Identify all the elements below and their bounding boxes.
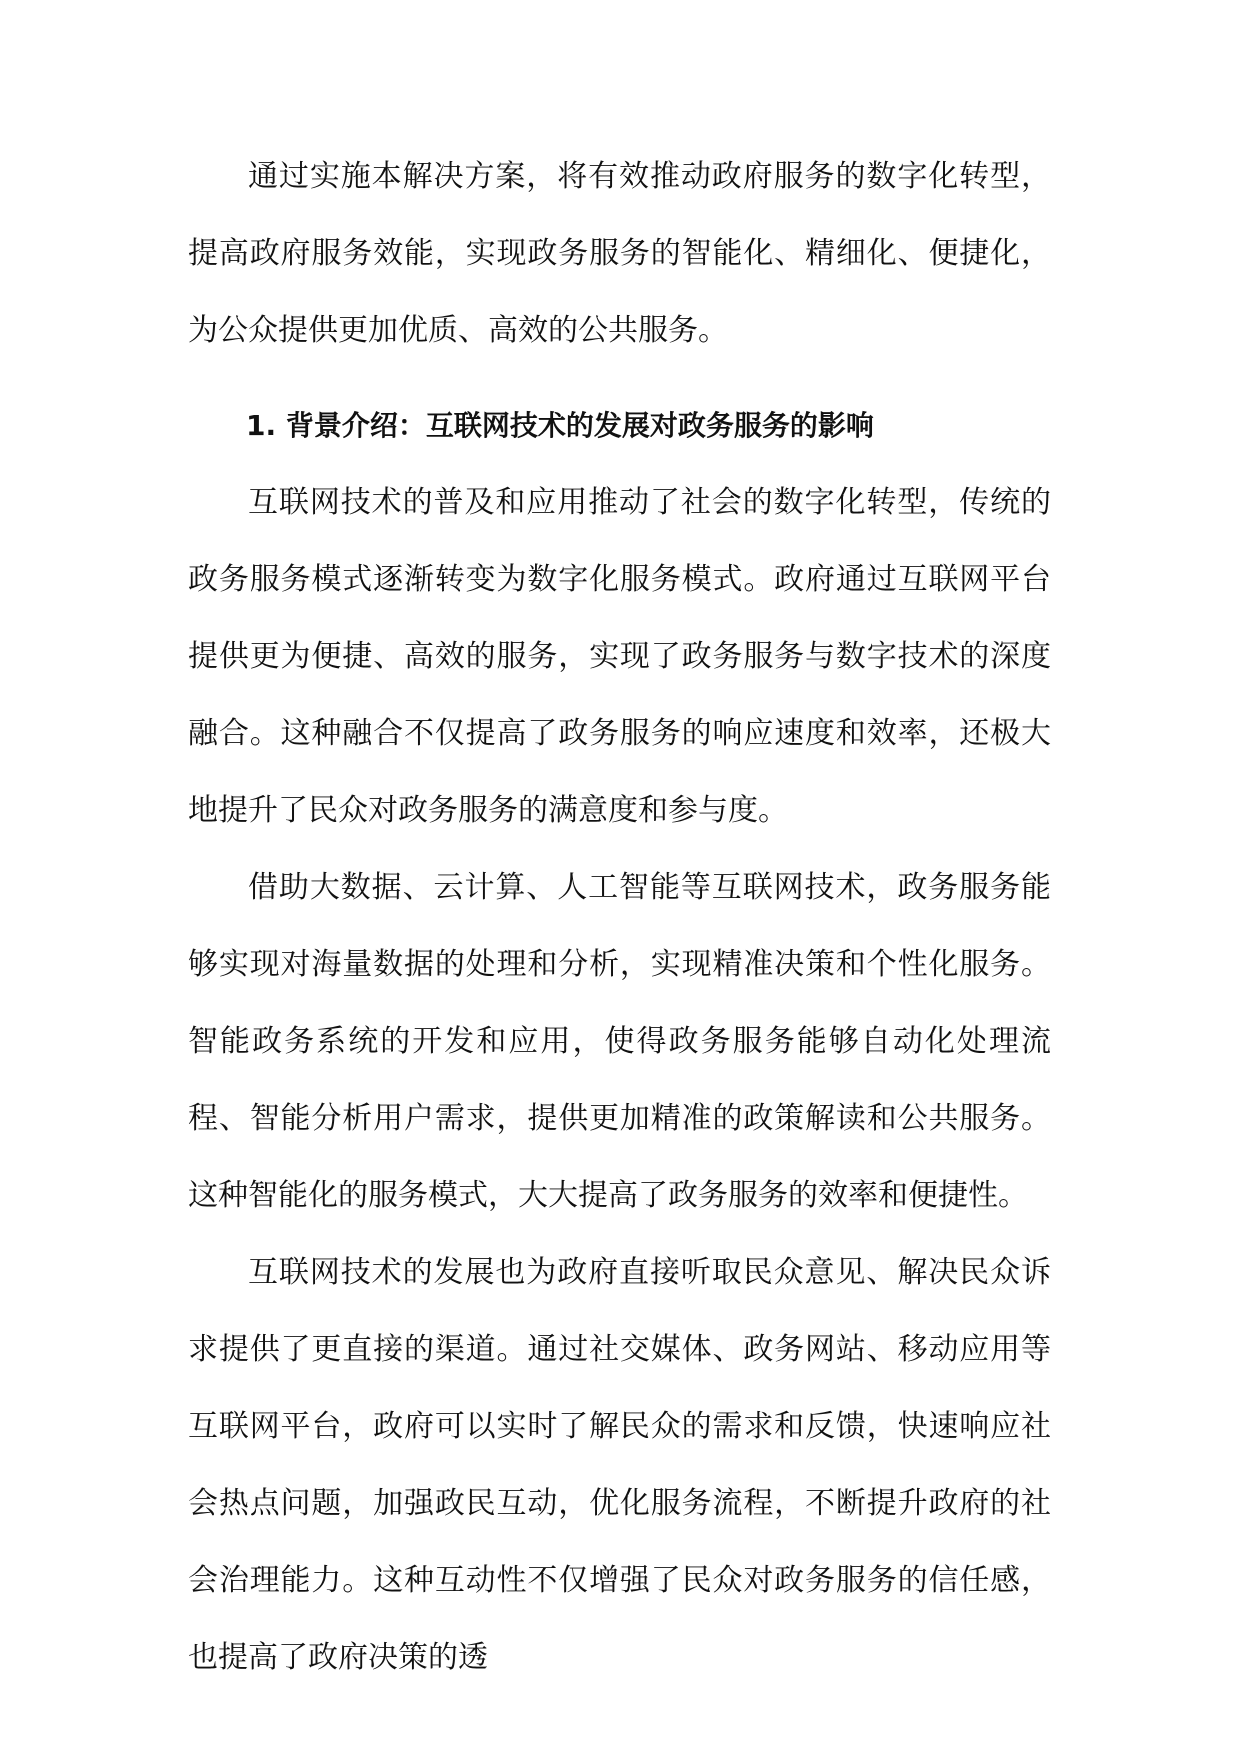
body-paragraph-1: 互联网技术的普及和应用推动了社会的数字化转型，传统的政务服务模式逐渐转变为数字化服务模式。政府通过互联网平台提供更为便捷、高效的服务，实现了政务服务与数字技术的深度融合。这种融合不仅提高了政务服务的响应速度和效率，还极大地提升了民众对政务服务的满意度和参与度。 — [188, 485, 1051, 828]
document-body — [188, 138, 1051, 1696]
body-paragraph-3: 互联网技术的发展也为政府直接听取民众意见、解决民众诉求提供了更直接的渠道。通过社交媒体、政务网站、移动应用等互联网平台，政府可以实时了解民众的需求和反馈，快速响应社会热点问题，加强政民互动，优化服务流程，不断提升政府的社会治理能力。这种互动性不仅增强了民众对政务服务的信任感，也提高了政府决策的透 — [188, 1255, 1051, 1675]
section-heading: 1. 背景介绍：互联网技术的发展对政务服务的影响 — [246, 409, 874, 442]
body-paragraph-2: 借助大数据、云计算、人工智能等互联网技术，政务服务能够实现对海量数据的处理和分析，实现精准决策和个性化服务。智能政务系统的开发和应用，使得政务服务能够自动化处理流程、智能分析用户需求，提供更加精准的政策解读和公共服务。这种智能化的服务模式，大大提高了政务服务的效率和便捷性。 — [188, 870, 1051, 1213]
intro-paragraph: 通过实施本解决方案，将有效推动政府服务的数字化转型，提高政府服务效能，实现政务服务的智能化、精细化、便捷化，为公众提供更加优质、高效的公共服务。 — [188, 159, 1051, 348]
